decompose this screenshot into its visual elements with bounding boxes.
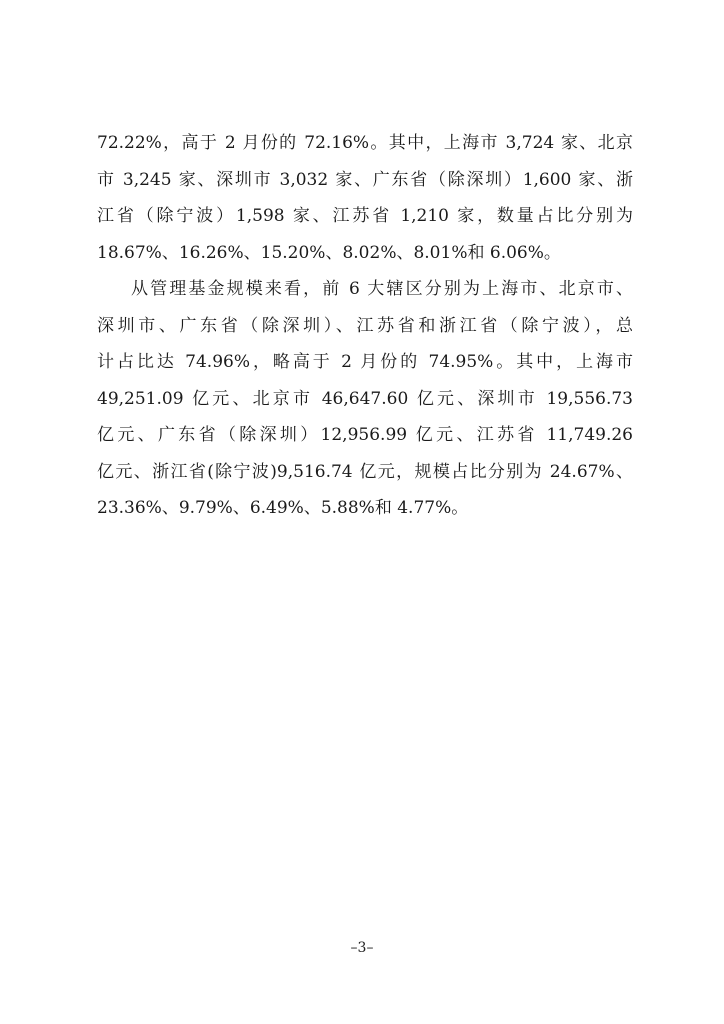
paragraph-line: 49,251.09 亿元、北京市 46,647.60 亿元、深圳市 19,556.73 <box>97 388 633 409</box>
paragraph-line: 市 3,245 家、深圳市 3,032 家、广东省（除深圳）1,600 家、浙 <box>97 169 633 190</box>
paragraph-line: 江省（除宁波）1,598 家、江苏省 1,210 家，数量占比分别为 <box>97 206 633 226</box>
paragraph-line: 深圳市、广东省（除深圳）、江苏省和浙江省（除宁波），总 <box>97 315 633 336</box>
paragraph-line: 23.36%、9.79%、6.49%、5.88%和 4.77%。 <box>97 498 469 518</box>
document-body <box>97 125 633 527</box>
paragraph-line: 亿元、广东省（除深圳）12,956.99 亿元、江苏省 11,749.26 <box>97 425 633 445</box>
paragraph-line: 72.22%，高于 2 月份的 72.16%。其中，上海市 3,724 家、北京 <box>97 133 633 153</box>
page-number: –3– <box>350 940 374 956</box>
paragraph-line: 亿元、浙江省(除宁波)9,516.74 亿元，规模占比分别为 24.67%、 <box>97 461 633 482</box>
paragraph-2 <box>97 271 633 527</box>
paragraph-line: 从管理基金规模来看，前 6 大辖区分别为上海市、北京市、 <box>131 279 633 299</box>
paragraph-line: 18.67%、16.26%、15.20%、8.02%、8.01%和 6.06%。 <box>97 242 561 263</box>
paragraph-1 <box>97 125 633 271</box>
paragraph-line: 计占比达 74.96%，略高于 2 月份的 74.95%。其中，上海市 <box>97 352 633 372</box>
